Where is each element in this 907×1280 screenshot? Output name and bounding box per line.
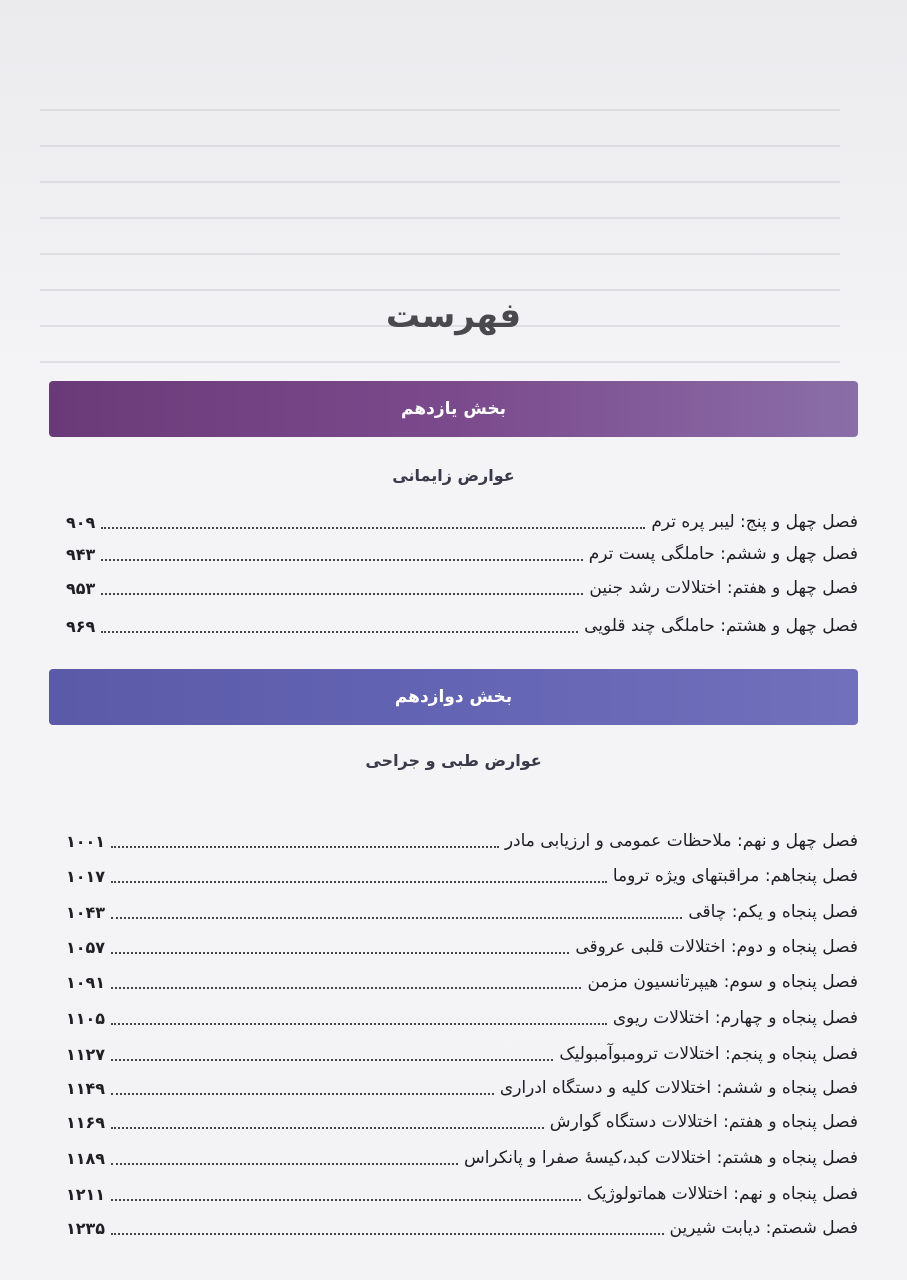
toc-entry[interactable]	[66, 1108, 858, 1136]
toc-entry-title: فصل پنجاه و دوم: اختلالات قلبی عروقی	[575, 937, 858, 957]
toc-entry-title: فصل پنجاه و هشتم: اختلالات کبد،کیسهٔ صفرا و پانکراس	[464, 1148, 858, 1168]
toc-entry-page: ۱۰۵۷	[66, 937, 106, 957]
leader-dots	[111, 1023, 607, 1025]
toc-entry-title: فصل چهل و نهم: ملاحظات عمومی و ارزیابی مادر	[504, 831, 858, 851]
toc-entry-title: فصل پنجاهم: مراقبتهای ویژه تروما	[612, 866, 858, 886]
toc-entry-page: ۱۰۹۱	[66, 972, 106, 992]
toc-entry-title: فصل شصتم: دیابت شیرین	[669, 1218, 858, 1238]
toc-entry[interactable]	[66, 862, 858, 890]
toc-entry-page: ۱۱۰۵	[66, 1008, 106, 1028]
toc-entry[interactable]	[66, 968, 858, 996]
toc-entry-title: فصل پنجاه و یکم: چاقی	[688, 902, 858, 922]
toc-entry-title: فصل چهل و ششم: حاملگی پست ترم	[588, 544, 858, 564]
toc-entry[interactable]	[66, 898, 858, 926]
toc-entry-title: فصل پنجاه و هفتم: اختلالات دستگاه گوارش	[549, 1112, 858, 1132]
toc-entry[interactable]	[66, 1040, 858, 1068]
leader-dots	[111, 881, 607, 883]
toc-entry-page: ۹۰۹	[66, 512, 96, 532]
toc-entry-page: ۱۱۴۹	[66, 1078, 106, 1098]
toc-entry[interactable]	[66, 1180, 858, 1208]
leader-dots	[111, 1233, 663, 1235]
section-subheading: عوارض طبی و جراحی	[365, 751, 542, 770]
toc-entry-title: فصل پنجاه و ششم: اختلالات کلیه و دستگاه ادراری	[499, 1078, 858, 1098]
toc-entry-page: ۱۱۶۹	[66, 1112, 106, 1132]
toc-entry-title: فصل پنجاه و پنجم: اختلالات ترومبوآمبولیک	[559, 1044, 858, 1064]
toc-entry-page: ۹۶۹	[66, 616, 96, 636]
leader-dots	[111, 1093, 494, 1095]
toc-entry[interactable]	[66, 612, 858, 640]
toc-entry-title: فصل پنجاه و نهم: اختلالات هماتولوژیک	[586, 1184, 858, 1204]
toc-entry-title: فصل پنجاه و سوم: هیپرتانسیون مزمن	[587, 972, 858, 992]
leader-dots	[111, 952, 569, 954]
leader-dots	[111, 846, 499, 848]
toc-entry-title: فصل چهل و پنج: لیبر پره ترم	[651, 512, 858, 532]
leader-dots	[111, 917, 682, 919]
leader-dots	[111, 1059, 553, 1061]
leader-dots	[101, 527, 645, 529]
toc-entry-page: ۱۰۴۳	[66, 902, 106, 922]
toc-entry-page: ۱۰۱۷	[66, 866, 106, 886]
toc-entry-title: فصل چهل و هشتم: حاملگی چند قلویی	[584, 616, 858, 636]
leader-dots	[111, 987, 581, 989]
page-title: فهرست	[385, 296, 522, 336]
leader-dots	[111, 1199, 581, 1201]
leader-dots	[111, 1127, 544, 1129]
toc-entry[interactable]	[66, 508, 858, 536]
section-heading: بخش یازدهم	[401, 399, 506, 419]
toc-entry[interactable]	[66, 933, 858, 961]
toc-entry-page: ۱۱۸۹	[66, 1148, 106, 1168]
section-heading: بخش دوازدهم	[394, 687, 513, 707]
leader-dots	[101, 559, 582, 561]
leader-dots	[101, 593, 583, 595]
toc-entry-page: ۱۲۱۱	[66, 1184, 106, 1204]
leader-dots	[111, 1163, 458, 1165]
leader-dots	[101, 631, 578, 633]
toc-entry[interactable]	[66, 1074, 858, 1102]
toc-entry-page: ۹۵۳	[66, 578, 96, 598]
toc-entry-page: ۹۴۳	[66, 544, 96, 564]
section-banner-12	[49, 669, 858, 725]
toc-entry-page: ۱۱۲۷	[66, 1044, 106, 1064]
toc-entry[interactable]	[66, 540, 858, 568]
toc-entry[interactable]	[66, 827, 858, 855]
toc-entry[interactable]	[66, 1144, 858, 1172]
toc-entry-title: فصل چهل و هفتم: اختلالات رشد جنین	[589, 578, 858, 598]
toc-entry-page: ۱۲۳۵	[66, 1218, 106, 1238]
section-banner-11	[49, 381, 858, 437]
toc-entry[interactable]	[66, 1004, 858, 1032]
toc-entry-page: ۱۰۰۱	[66, 831, 106, 851]
toc-entry-title: فصل پنجاه و چهارم: اختلالات ریوی	[612, 1008, 858, 1028]
toc-entry[interactable]	[66, 574, 858, 602]
toc-entry[interactable]	[66, 1214, 858, 1242]
section-subheading: عوارض زایمانی	[392, 466, 515, 485]
